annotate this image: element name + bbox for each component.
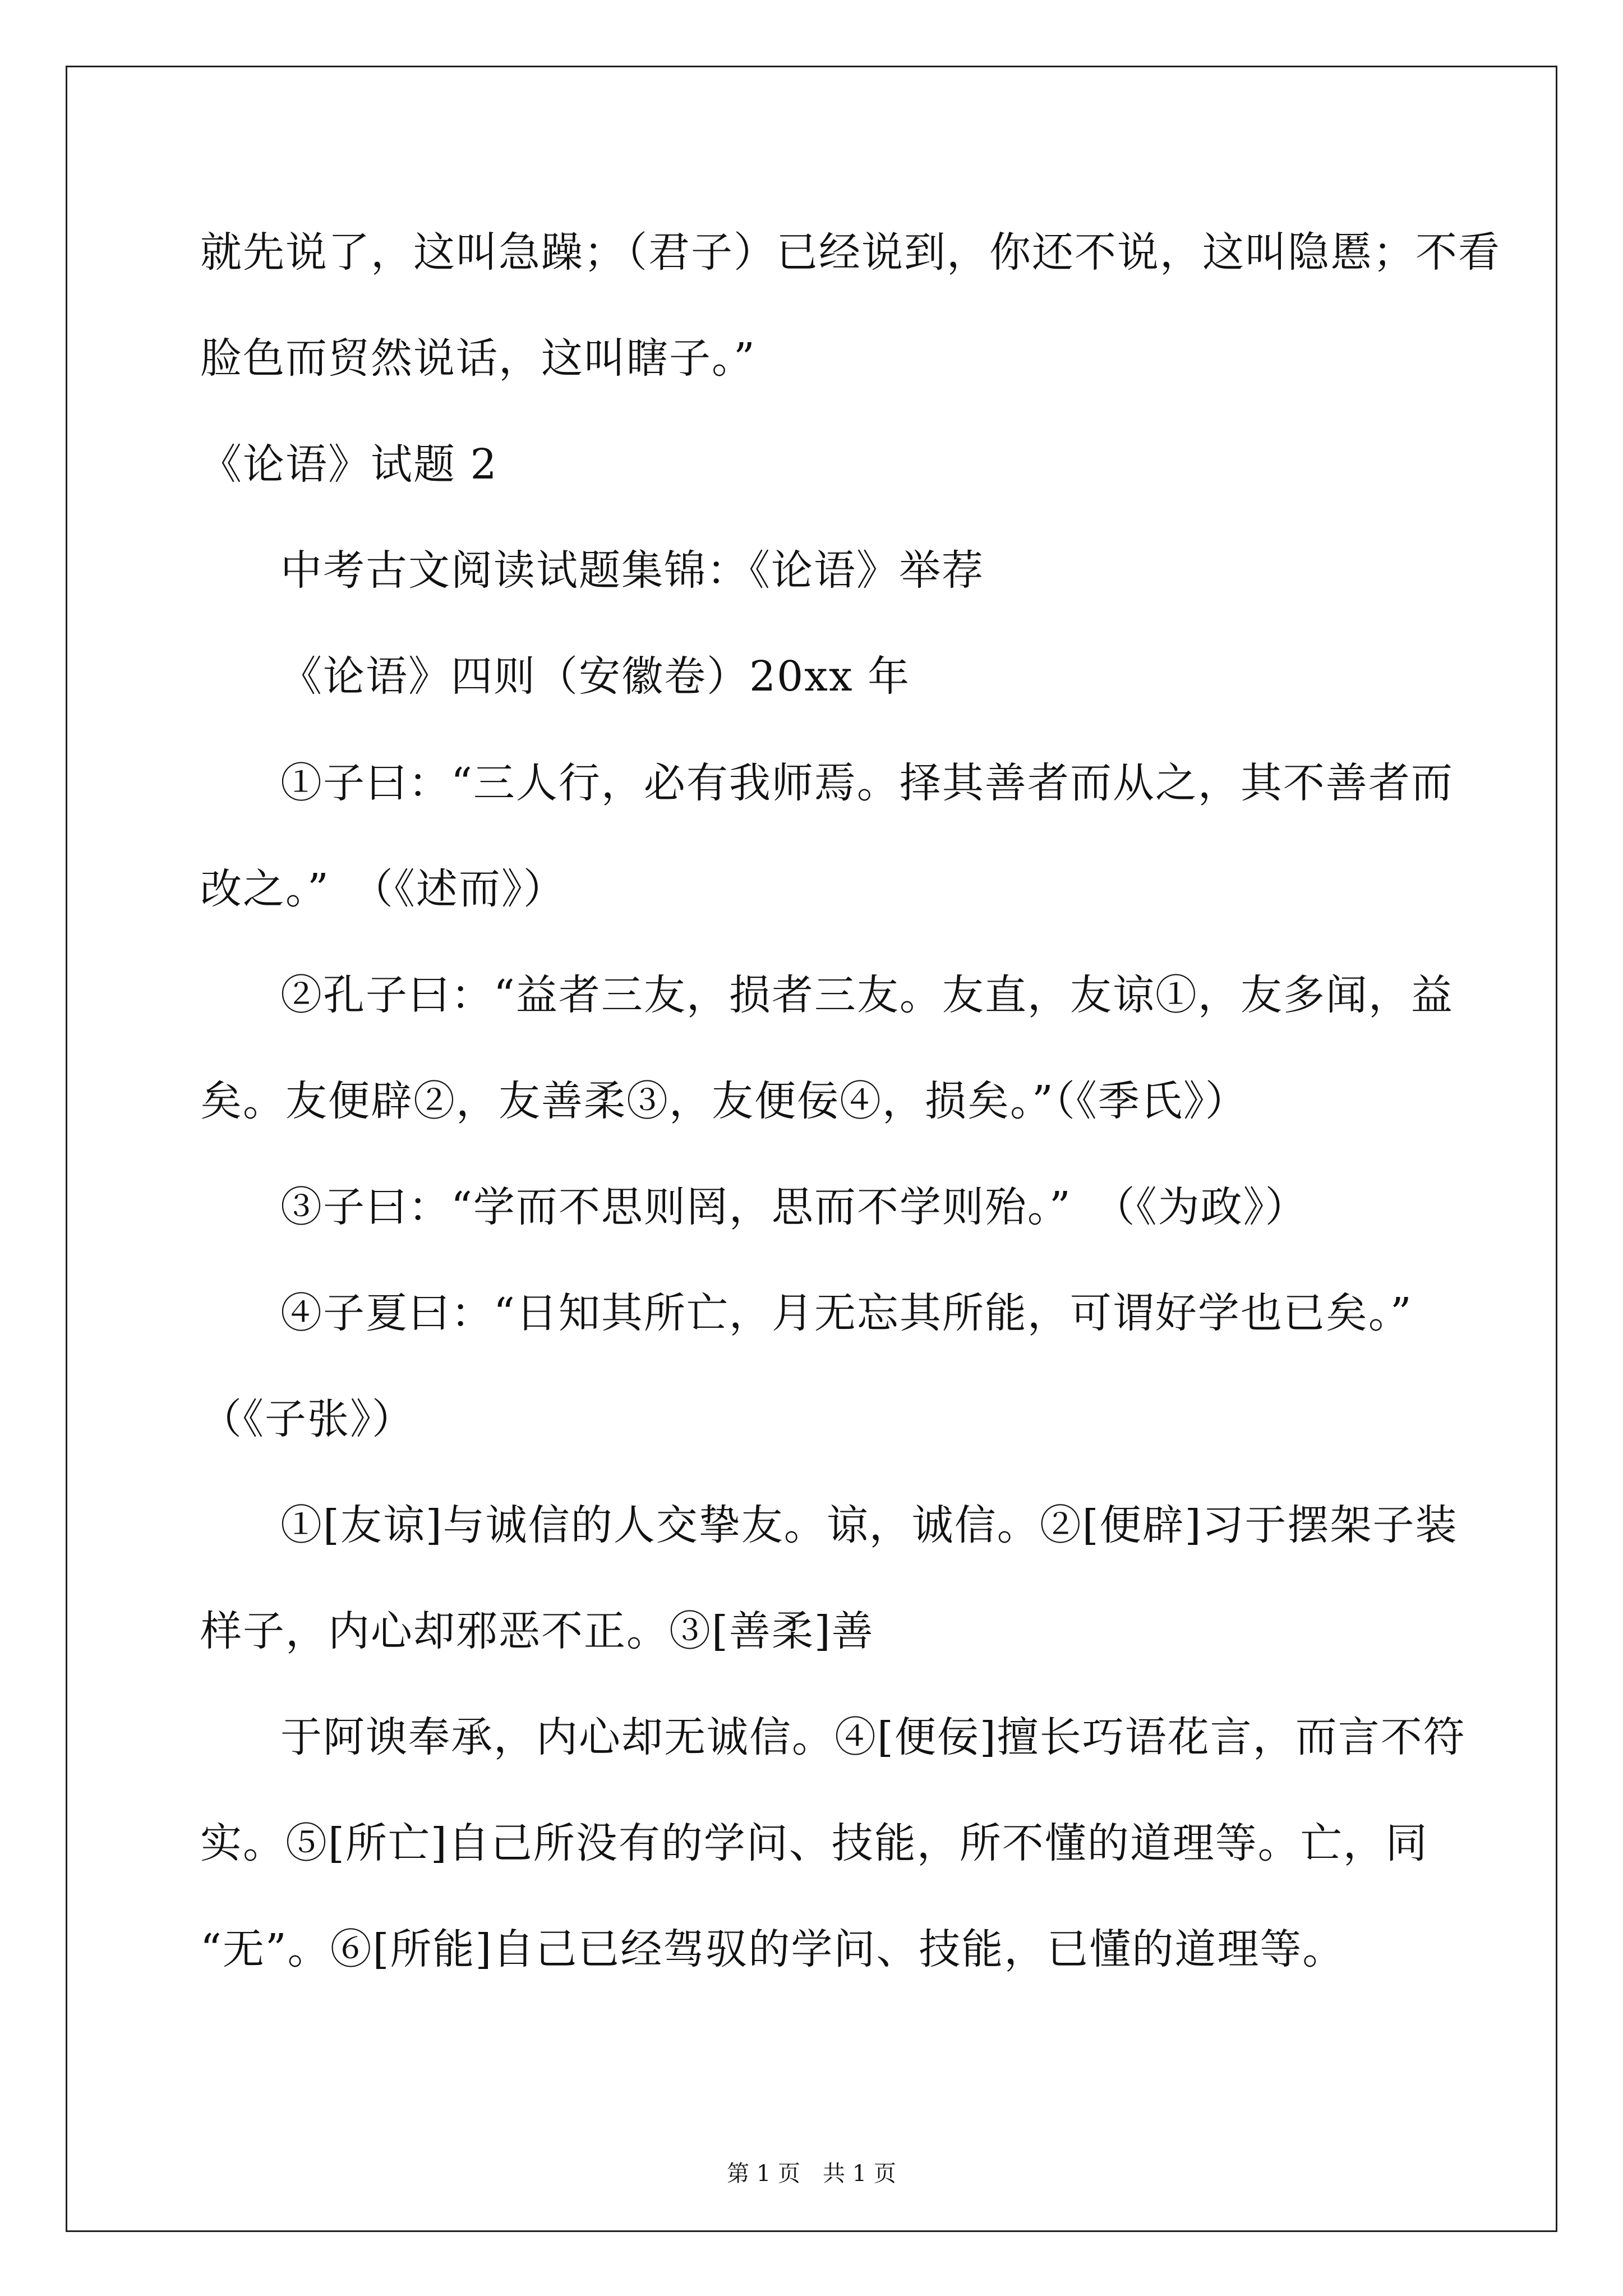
text-line: 《论语》四则（安徽卷）20xx 年: [280, 652, 911, 701]
text-line: ③子曰：“学而不思则罔，思而不学则殆。” （《为政》）: [280, 1183, 1308, 1231]
text-line: ①子曰：“三人行，必有我师焉。择其善者而从之，其不善者而: [280, 759, 1454, 807]
page-footer: 第 1 页 共 1 页: [727, 2161, 896, 2187]
text-line: 矣。友便辟②，友善柔③，友便佞④，损矣。”（《季氏》）: [200, 1077, 1248, 1125]
text-line: 实。⑤[所亡]自己所没有的学问、技能，所不懂的道理等。亡，同: [200, 1819, 1428, 1867]
section-heading: 《论语》试题 2: [200, 440, 498, 489]
text-line: 中考古文阅读试题集锦：《论语》举荐: [280, 546, 984, 595]
text-line: ②孔子曰：“益者三友，损者三友。友直，友谅①，友多闻，益: [280, 971, 1454, 1019]
page-border: [66, 66, 1557, 2232]
text-line: ④子夏曰：“日知其所亡，月无忘其所能，可谓好学也已矣。”: [280, 1289, 1413, 1337]
text-line: 就先说了，这叫急躁；（君子）已经说到，你还不说，这叫隐慝；不看: [200, 228, 1501, 277]
text-line: 于阿谀奉承，内心却无诚信。④[便佞]擅长巧语花言，而言不符: [280, 1713, 1466, 1761]
text-line: “无”。⑥[所能]自己已经驾驭的学问、技能，已懂的道理等。: [200, 1925, 1345, 1973]
text-line: 脸色而贸然说话，这叫瞎子。”: [200, 334, 756, 383]
text-line: 改之。” （《述而》）: [200, 865, 566, 913]
text-line: 样子，内心却邪恶不正。③[善柔]善: [200, 1607, 874, 1655]
text-line: （《子张》）: [200, 1395, 414, 1443]
text-line: ①[友谅]与诚信的人交挚友。谅，诚信。②[便辟]习于摆架子装: [280, 1501, 1458, 1549]
